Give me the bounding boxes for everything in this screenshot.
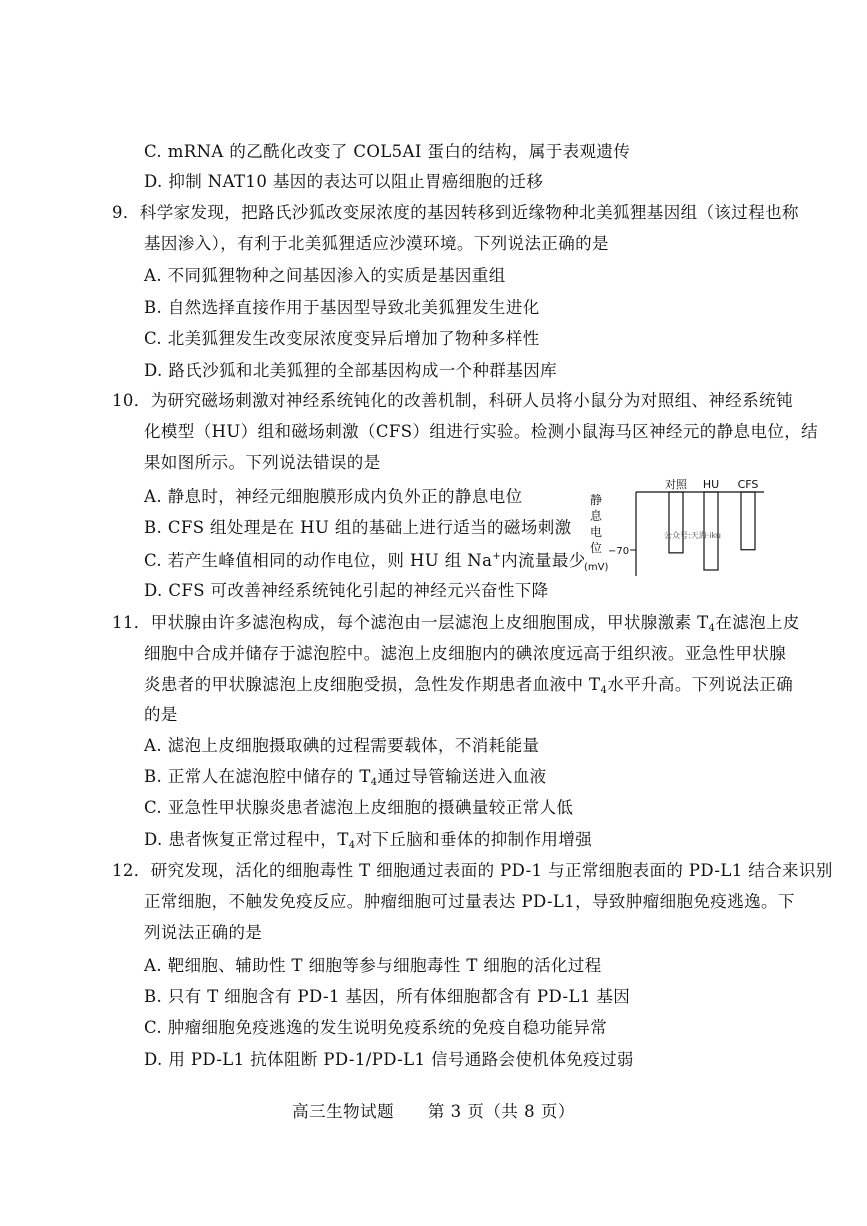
q10-option-c: C. 若产生峰值相同的动作电位，则 HU 组 Na+内流量最少 [144,551,586,570]
q12-option-a: A. 靶细胞、辅助性 T 细胞等参与细胞毒性 T 细胞的活化过程 [144,956,602,975]
bar-0 [669,492,683,553]
q10-option-b: B. CFS 组处理是在 HU 组的基础上进行适当的磁场刺激 [144,518,572,537]
page-footer [0,1098,867,1122]
category-label: 对照 [665,478,687,491]
y-axis-label-char: 静 [590,493,603,507]
q10-option-d: D. CFS 可改善神经系统钝化引起的神经元兴奋性下降 [144,581,549,600]
bar-2 [741,492,755,550]
y-axis-label-char: 息 [590,509,603,523]
q9-option-c: C. 北美狐狸发生改变尿浓度变异后增加了物种多样性 [144,329,540,348]
y-tick-label: −70 [608,546,630,557]
category-label: HU [702,478,720,491]
q11-stem-line4: 的是 [144,705,178,724]
q9-option-a: A. 不同狐狸物种之间基因渗入的实质是基因重组 [144,266,506,285]
resting-potential-chart [578,476,768,586]
y-axis-unit: (mV) [584,562,609,573]
category-label: CFS [737,478,759,491]
watermark: 公众号:天海·iku [664,531,721,540]
q11-option-c: C. 亚急性甲状腺炎患者滤泡上皮细胞的摄碘量较正常人低 [144,798,574,817]
q8-option-c: C. mRNA 的乙酰化改变了 COL5AI 蛋白的结构，属于表观遗传 [144,142,631,161]
q10-stem-line1: 10．为研究磁场刺激对神经系统钝化的改善机制，科研人员将小鼠分为对照组、神经系统钝 [112,391,793,410]
q9-stem-line2: 基因渗入），有利于北美狐狸适应沙漠环境。下列说法正确的是 [144,234,609,253]
q12-option-d: D. 用 PD-L1 抗体阻断 PD-1/PD-L1 信号通路会使机体免疫过弱 [144,1050,634,1069]
q10-stem-line3: 果如图所示。下列说法错误的是 [144,453,381,472]
q12-option-c: C. 肿瘤细胞免疫逃逸的发生说明免疫系统的免疫自稳功能异常 [144,1018,608,1037]
q12-stem-line1: 12．研究发现，活化的细胞毒性 T 细胞通过表面的 PD-1 与正常细胞表面的 PD-L1 结合来识别 [112,861,833,880]
q11-stem-line3: 炎患者的甲状腺滤泡上皮细胞受损，急性发作期患者血液中 $T_4$水平升高。下列说法正确 [144,675,794,696]
q11-option-a: A. 滤泡上皮细胞摄取碘的过程需要载体，不消耗能量 [144,736,540,755]
y-axis-label-char: 位 [590,541,603,555]
q10-stem-line2: 化模型（HU）组和磁场刺激（CFS）组进行实验。检测小鼠海马区神经元的静息电位，结 [144,422,819,441]
q11-stem-line2: 细胞中合成并储存于滤泡腔中。滤泡上皮细胞内的碘浓度远高于组织液。亚急性甲状腺 [144,644,787,663]
q12-stem-line3: 列说法正确的是 [144,923,263,942]
footer-page-number: 第 3 页（共 8 页） [427,1102,575,1121]
footer-subject: 高三生物试题 [292,1102,395,1121]
q10-option-a: A. 静息时，神经元细胞膜形成内负外正的静息电位 [144,487,523,506]
y-axis-label [590,492,603,555]
q12-option-b: B. 只有 T 细胞含有 PD-1 基因，所有体细胞都含有 PD-L1 基因 [144,987,631,1006]
q9-stem-line1: 9．科学家发现，把路氏沙狐改变尿浓度的基因转移到近缘物种北美狐狸基因组（该过程也称 [112,203,799,222]
q11-stem-line1: 11．甲状腺由许多滤泡构成，每个滤泡由一层滤泡上皮细胞围成，甲状腺激素 $T_4$在滤泡上皮 [112,613,800,634]
q9-option-d: D. 路氏沙狐和北美狐狸的全部基因构成一个种群基因库 [144,361,558,380]
y-axis-label-char: 电 [590,525,603,539]
q12-stem-line2: 正常细胞，不触发免疫反应。肿瘤细胞可过量表达 PD-L1，导致肿瘤细胞免疫逃逸。下 [144,892,795,911]
q9-option-b: B. 自然选择直接作用于基因型导致北美狐狸发生进化 [144,298,540,317]
q11-option-d: D. 患者恢复正常过程中，$T_4$对下丘脑和垂体的抑制作用增强 [144,830,593,851]
q11-option-b: B. 正常人在滤泡腔中储存的 $T_4$通过导管输送进入血液 [144,767,547,788]
q8-option-d: D. 抑制 NAT10 基因的表达可以阻止胃癌细胞的迁移 [144,172,544,191]
